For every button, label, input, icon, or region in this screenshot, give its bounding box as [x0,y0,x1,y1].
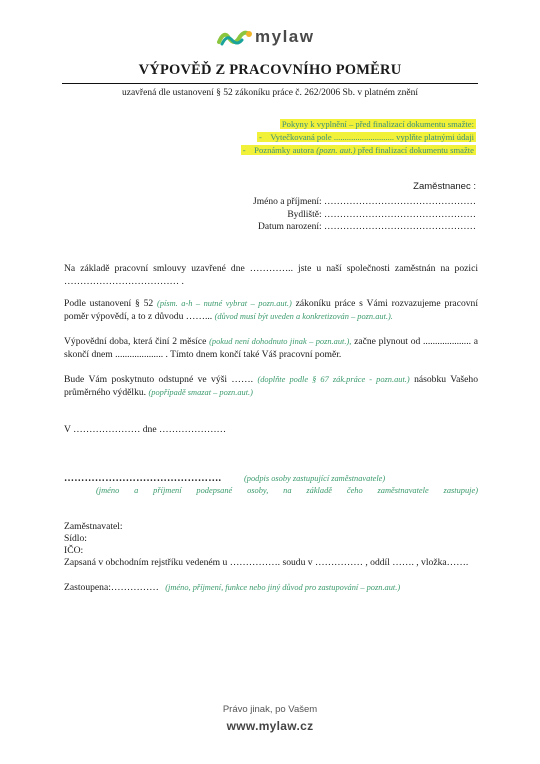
employee-name-field: Jméno a příjmení: ………………………………………… [253,197,476,207]
instruction-line-1: Pokyny k vyplnění – před finalizací dokumentu smažte: [281,119,474,129]
employee-heading: Zaměstnanec : [413,181,476,192]
paragraph-severance: Bude Vám poskytnuto odstupné ve výši ……. (doplňte podle § 67 zák.práce - pozn.aut.) násobku Vašeho průměrného výdělku. (popřípadě smazat – pozn.aut.) [64,374,478,399]
logo-mark-icon [216,26,256,50]
signature-note: (podpis osoby zastupující zaměstnavatele) [244,474,386,483]
place-date-line: V ………………… dne ………………… [64,424,227,435]
employer-registry: Zapsaná v obchodním rejstříku vedeném u ……………. soudu v …………… , oddíl ……. , vložka……. [64,557,469,568]
instruction-line-3: - Poznámky autora (pozn. aut.) před finalizací dokumentu smažte [242,145,474,155]
paragraph-contract: Na základě pracovní smlouvy uzavřené dne ………….. jste u naší společnosti zaměstnán na pozici ……………………………… . [64,263,478,288]
paragraph-notice-period: Výpovědní doba, která činí 2 měsíce (pokud není dohodnuto jinak – pozn.aut.), začne plynout od .................... a skončí dnem .................... . Tímto dnem končí také Váš pracovní poměr. [64,336,479,361]
paragraph-termination: Podle ustanovení § 52 (písm. a-h – nutné vybrat – pozn.aut.) zákoníku práce s Vámi rozvazujeme pracovní poměr výpovědí, a to z důvodu ……... (důvod musí být uveden a konkretizován – pozn.aut.). [64,298,479,323]
mylaw-logo [216,26,328,50]
footer-website: www.mylaw.cz [226,719,314,733]
employee-birthdate-field: Datum narození: ………………………………………… [258,222,476,232]
instruction-line-2: - Vytečkovaná pole ............................ vyplňte platnými údaji [258,132,474,142]
employee-address-field: Bydliště: ………………………………………… [287,210,476,220]
employer-seat: Sídlo: [64,533,87,544]
title-underline [62,83,478,84]
document-title: VÝPOVĚĎ Z PRACOVNÍHO POMĚRU [138,62,402,78]
footer-slogan: Právo jinak, po Vašem [222,704,318,715]
employer-ico: IČO: [64,545,84,556]
document-subtitle: uzavřená dle ustanovení § 52 zákoníku práce č. 262/2006 Sb. v platném znění [122,88,418,98]
signatory-note: (jméno a příjmení podepsané osoby, na základě čeho zaměstnavatele zastupuje) [96,486,478,495]
employer-label: Zaměstnavatel: [64,521,123,532]
employer-representative: Zastoupena:…………… (jméno, příjmení, funkce nebo jiný důvod pro zastupování – pozn.aut.) [64,582,401,593]
logo-text: mylaw [255,27,315,46]
signature-line: ………………………………………. [64,473,222,484]
